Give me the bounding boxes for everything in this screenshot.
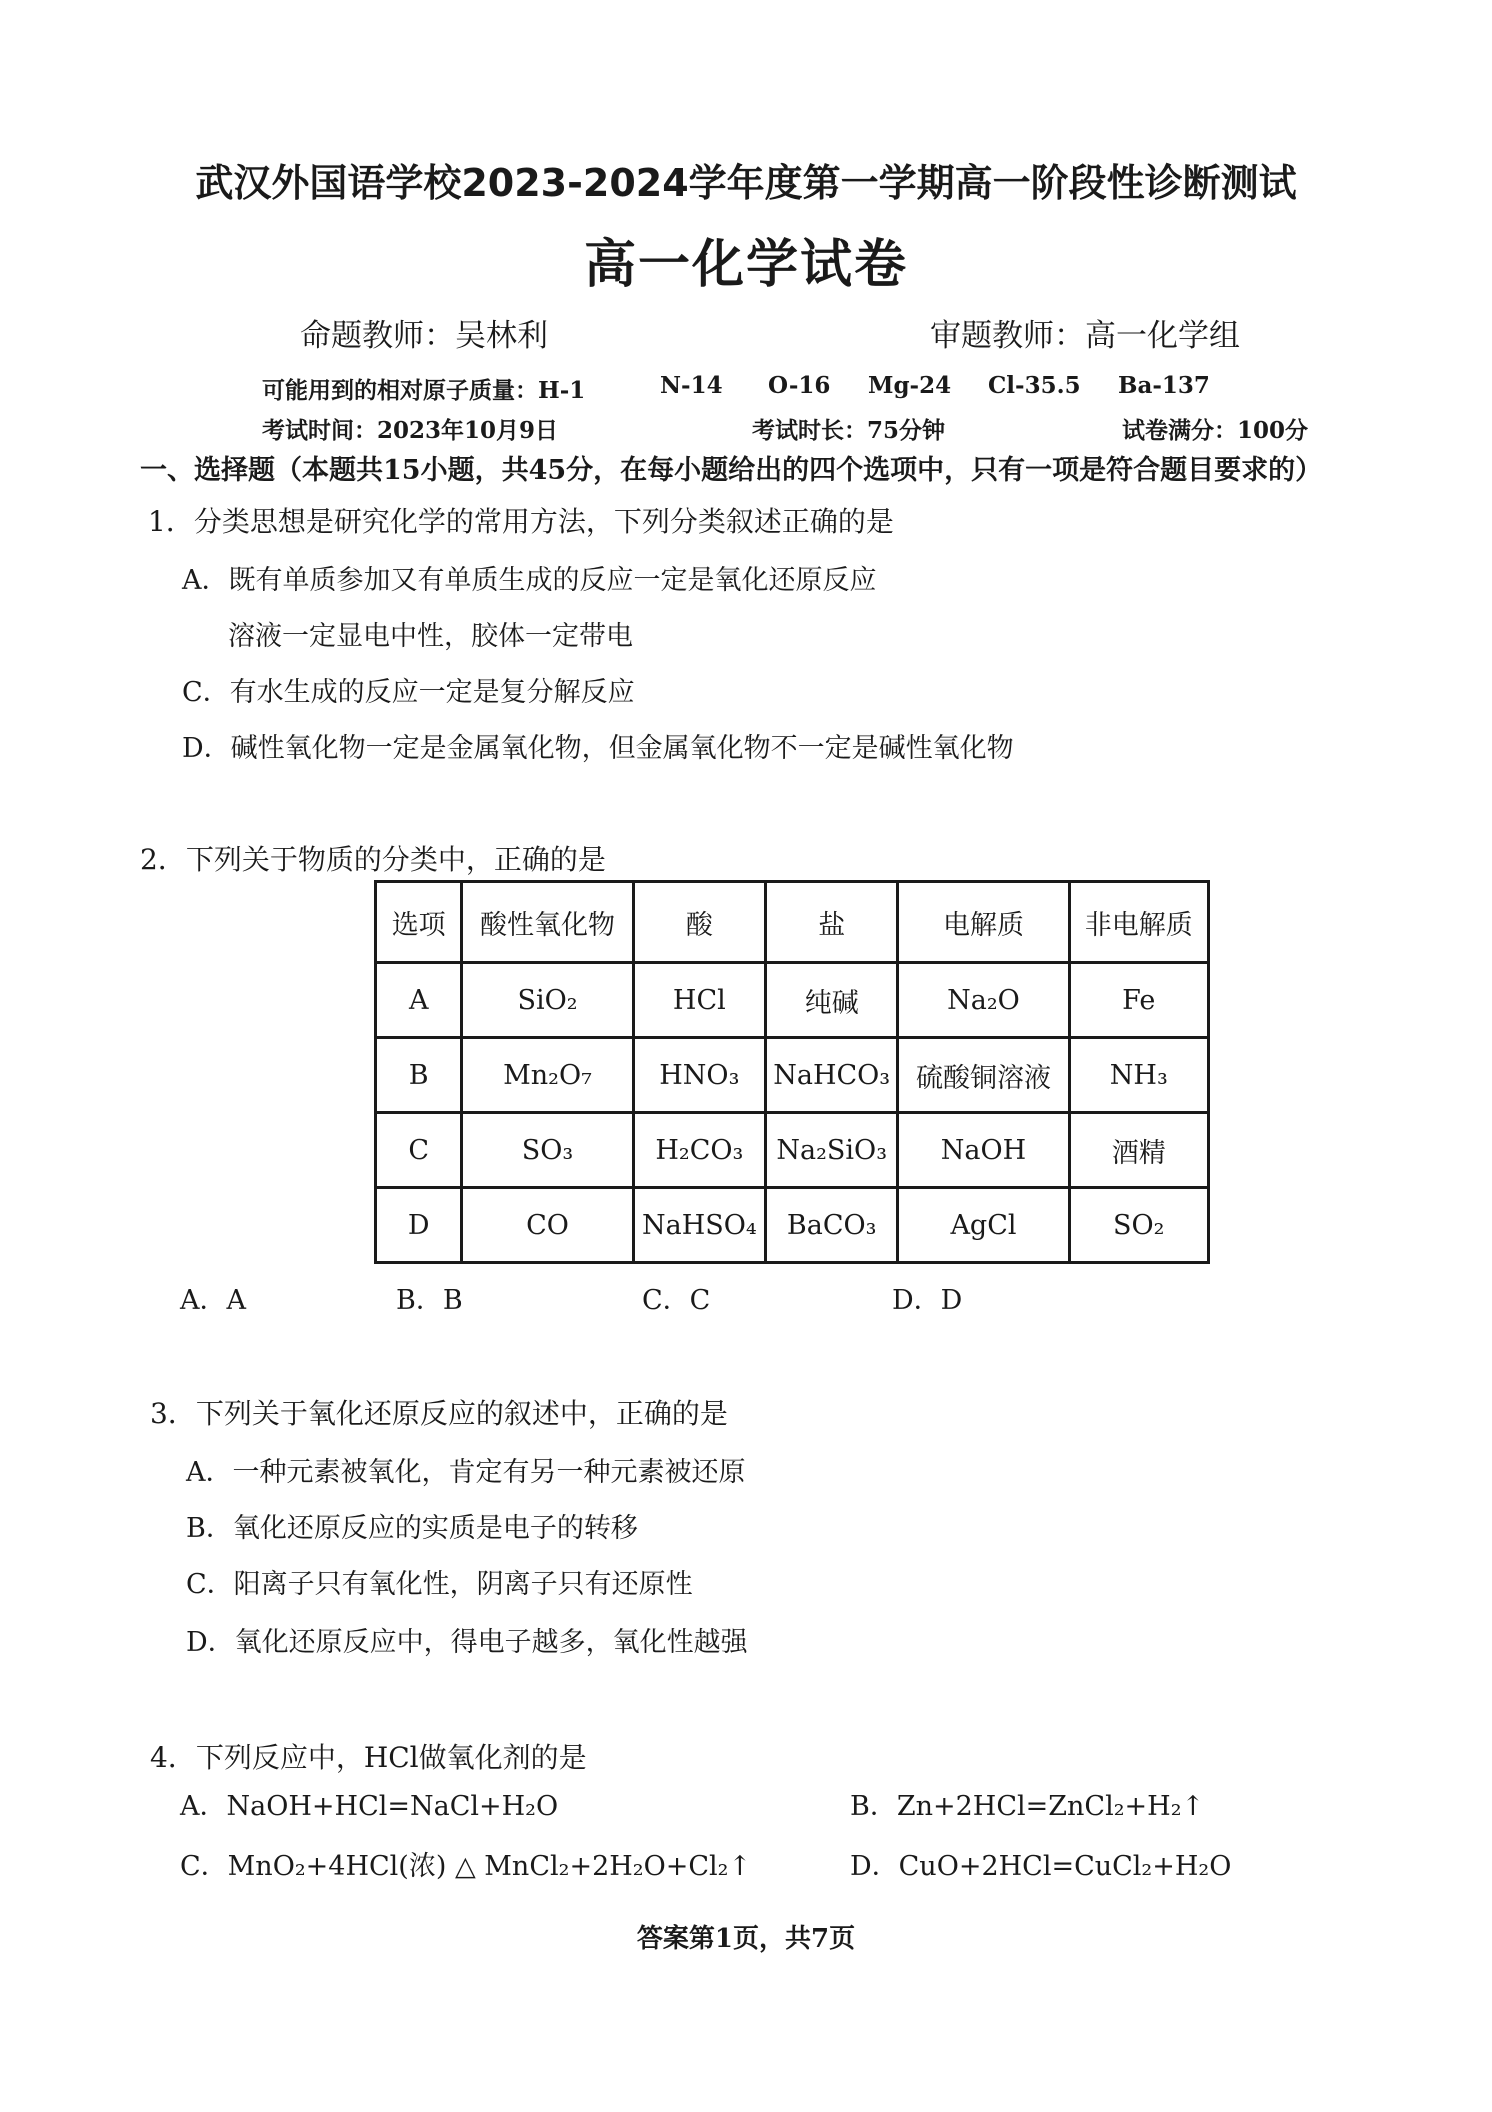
atomic-mass-o: O-16 xyxy=(768,372,831,399)
atomic-mass-cl: Cl-35.5 xyxy=(988,372,1081,399)
table-header: 非电解质 xyxy=(1069,882,1208,963)
table-row xyxy=(376,1038,1209,1113)
table-cell: Fe xyxy=(1069,963,1208,1038)
table-cell: NaHSO₄ xyxy=(633,1188,765,1263)
table-cell: A xyxy=(376,963,462,1038)
table-cell: NH₃ xyxy=(1069,1038,1208,1113)
table-cell: HNO₃ xyxy=(633,1038,765,1113)
option-d: D．CuO+2HCl=CuCl₂+H₂O xyxy=(850,1851,1232,1882)
exam-time: 考试时间：2023年10月9日 xyxy=(262,417,559,444)
atomic-mass-label: 可能用到的相对原子质量：H-1 xyxy=(262,377,586,404)
page-footer: 答案第1页，共7页 xyxy=(636,1924,856,1954)
question-stem: 3．下列关于氧化还原反应的叙述中，正确的是 xyxy=(150,1397,728,1430)
table-header: 电解质 xyxy=(898,882,1069,963)
table-cell: SO₃ xyxy=(462,1113,633,1188)
option-d: D．碱性氧化物一定是金属氧化物，但金属氧化物不一定是碱性氧化物 xyxy=(182,733,1014,764)
option-b: B．氧化还原反应的实质是电子的转移 xyxy=(186,1513,638,1544)
exam-subtitle: 高一化学试卷 xyxy=(583,235,908,295)
table-cell: Na₂SiO₃ xyxy=(766,1113,898,1188)
table-cell: BaCO₃ xyxy=(766,1188,898,1263)
table-cell: NaHCO₃ xyxy=(766,1038,898,1113)
option-a: A．一种元素被氧化，肯定有另一种元素被还原 xyxy=(186,1457,746,1488)
classification-table xyxy=(374,880,1210,1264)
table-cell: CO xyxy=(462,1188,633,1263)
exam-full-score: 试卷满分：100分 xyxy=(1122,417,1309,444)
table-cell: Mn₂O₇ xyxy=(462,1038,633,1113)
table-cell: Na₂O xyxy=(898,963,1069,1038)
question-stem: 2．下列关于物质的分类中，正确的是 xyxy=(140,843,606,876)
table-header-row xyxy=(376,882,1209,963)
option-b: B．B xyxy=(396,1285,463,1316)
table-cell: AgCl xyxy=(898,1188,1069,1263)
table-row xyxy=(376,1188,1209,1263)
table-header: 选项 xyxy=(376,882,462,963)
option-c: C．C xyxy=(642,1285,711,1316)
option-d: D．氧化还原反应中，得电子越多，氧化性越强 xyxy=(186,1627,748,1658)
option-b: 溶液一定显电中性，胶体一定带电 xyxy=(228,621,633,652)
option-a: A．既有单质参加又有单质生成的反应一定是氧化还原反应 xyxy=(182,565,877,596)
table-header: 酸 xyxy=(633,882,765,963)
option-c: C．阳离子只有氧化性，阴离子只有还原性 xyxy=(186,1569,693,1600)
atomic-mass-mg: Mg-24 xyxy=(868,372,952,399)
table-row xyxy=(376,1113,1209,1188)
atomic-mass-n: N-14 xyxy=(660,372,723,399)
author-teacher: 命题教师：吴林利 xyxy=(300,318,548,354)
table-cell: 纯碱 xyxy=(766,963,898,1038)
option-c: C．有水生成的反应一定是复分解反应 xyxy=(182,677,635,708)
section-heading: 一、选择题（本题共15小题，共45分，在每小题给出的四个选项中，只有一项是符合题目要求的） xyxy=(140,455,1323,486)
table-cell: SiO₂ xyxy=(462,963,633,1038)
table-row xyxy=(376,963,1209,1038)
option-a: A．NaOH+HCl=NaCl+H₂O xyxy=(180,1791,559,1822)
option-c: C．MnO₂+4HCl(浓) △ MnCl₂+2H₂O+Cl₂↑ xyxy=(180,1851,752,1882)
table-cell: NaOH xyxy=(898,1113,1069,1188)
table-cell: 硫酸铜溶液 xyxy=(898,1038,1069,1113)
table-cell: 酒精 xyxy=(1069,1113,1208,1188)
atomic-mass-ba: Ba-137 xyxy=(1118,372,1210,399)
table-cell: B xyxy=(376,1038,462,1113)
question-stem: 1．分类思想是研究化学的常用方法，下列分类叙述正确的是 xyxy=(148,505,894,538)
exam-title: 武汉外国语学校2023-2024学年度第一学期高一阶段性诊断测试 xyxy=(195,161,1297,205)
exam-duration: 考试时长：75分钟 xyxy=(752,417,946,444)
option-b: B．Zn+2HCl=ZnCl₂+H₂↑ xyxy=(850,1791,1205,1822)
reviewer-teacher: 审题教师：高一化学组 xyxy=(930,318,1240,354)
table-header: 酸性氧化物 xyxy=(462,882,633,963)
table-cell: D xyxy=(376,1188,462,1263)
table-cell: SO₂ xyxy=(1069,1188,1208,1263)
option-d: D．D xyxy=(892,1285,963,1316)
table-cell: HCl xyxy=(633,963,765,1038)
table-header: 盐 xyxy=(766,882,898,963)
question-stem: 4．下列反应中，HCl做氧化剂的是 xyxy=(150,1741,587,1774)
table-cell: C xyxy=(376,1113,462,1188)
table-cell: H₂CO₃ xyxy=(633,1113,765,1188)
option-a: A．A xyxy=(180,1285,246,1316)
